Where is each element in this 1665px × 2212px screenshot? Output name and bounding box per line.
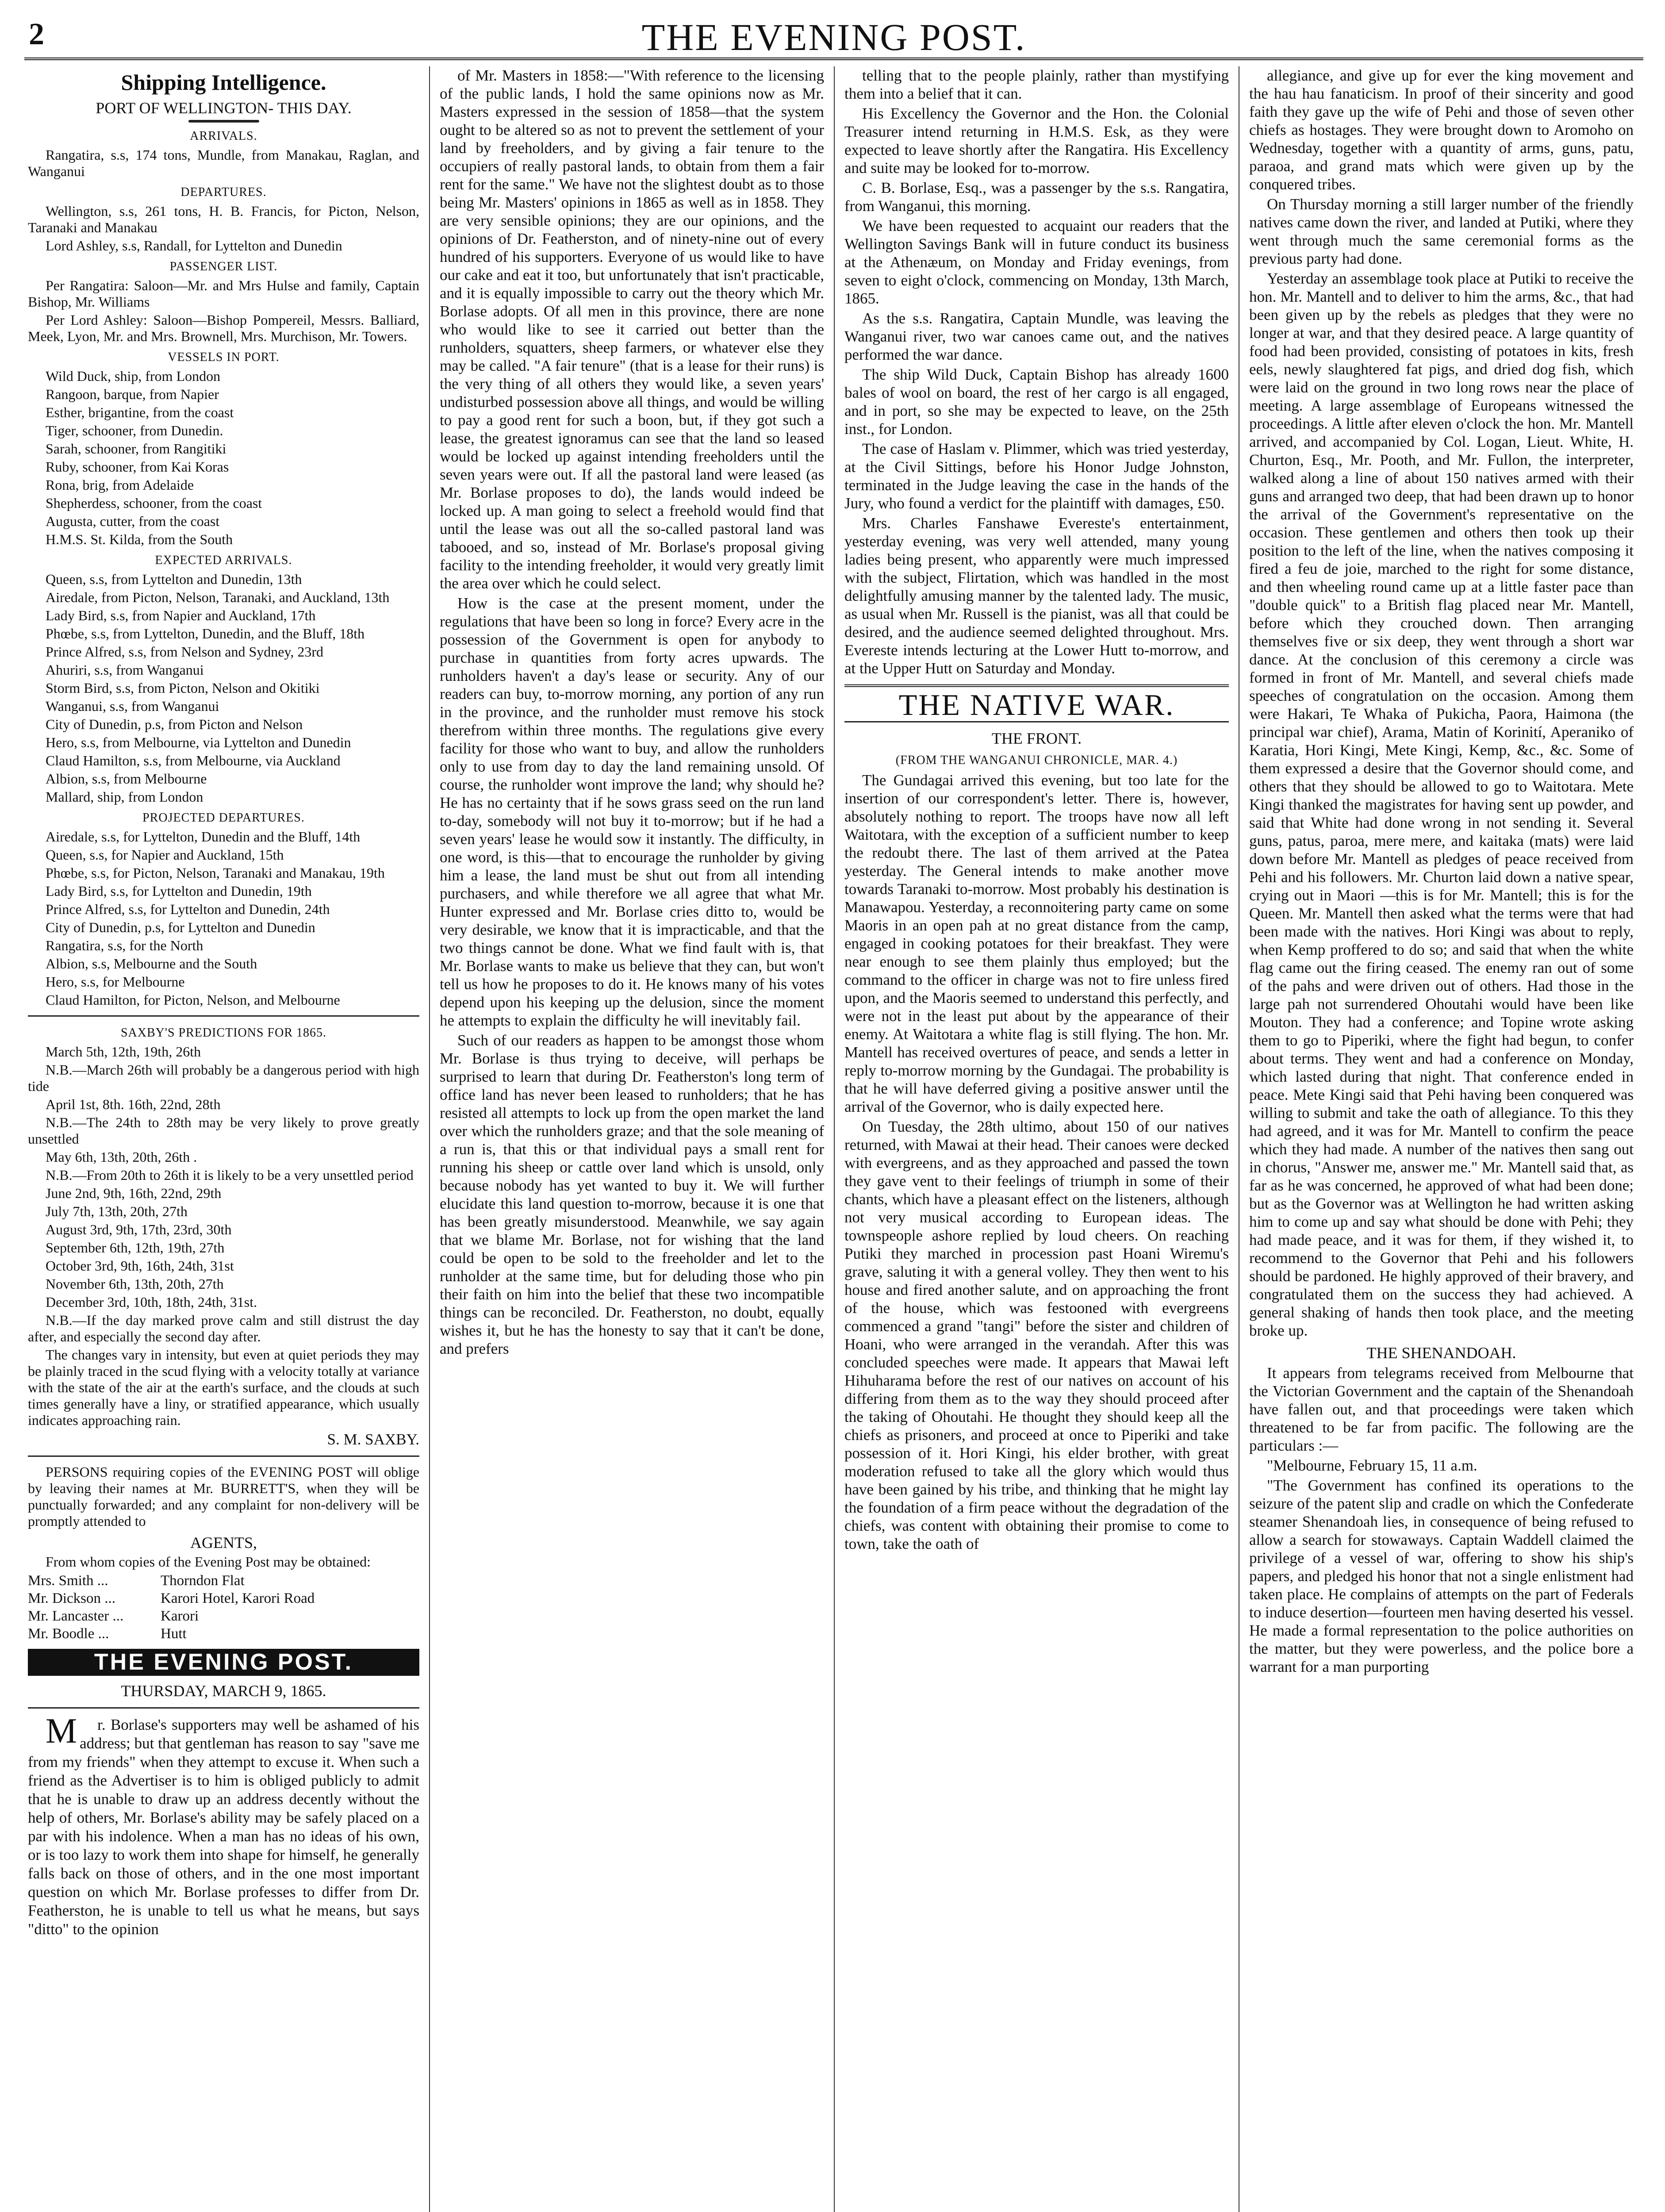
agent-row (28, 1590, 419, 1607)
paragraph: Tiger, schooner, from Dunedin. (46, 422, 223, 438)
saxby-list (28, 1044, 419, 1429)
paragraph: Albion, s.s, Melbourne and the South (46, 956, 257, 972)
rule (28, 1015, 419, 1017)
paragraph: December 3rd, 10th, 18th, 24th, 31st. (46, 1294, 257, 1310)
paragraph: Prince Alfred, s.s, for Lyttelton and Dunedin, 24th (46, 901, 330, 917)
paragraph: "The Government has confined its operations to the seizure of the patent slip and cradle on which the Confederate steamer Shenandoah lies, in consequence of being refused to allow a search for stowaways. Captain Waddell claimed the privilege of a vessel of war, offering to show his ship's papers, and pledged his honor that not a single enlistment had taken place. He complains of attempts on the part of Federals to induce desertion—fourteen men having deserted his vessel. He made a formal representation to the police authorities on the matter, but they were powerless, and the police bore a warrant for a man purporting (1249, 1477, 1634, 1675)
paragraph: It appears from telegrams received from Melbourne that the Victorian Government and the captain of the Shenandoah have fallen out, and that proceedings were taken which threatened to be far from pacific. The following are the particulars :— (1249, 1364, 1634, 1454)
column-1 (24, 66, 429, 2212)
paragraph: Sarah, schooner, from Rangitiki (46, 441, 226, 457)
paragraph: Rona, brig, from Adelaide (46, 477, 194, 493)
paragraph: His Excellency the Governor and the Hon. the Colonial Treasurer intend returning in H.M.S. Esk, as they were expected to leave shortly after the Rangatira. His Excellency and suite may be looked for to-morrow. (844, 105, 1229, 177)
paragraph: Ruby, schooner, from Kai Koras (46, 459, 229, 475)
agent-place: Karori (161, 1608, 199, 1624)
local-news (844, 66, 1229, 677)
agents-table (28, 1572, 419, 1643)
paragraph: Albion, s.s, from Melbourne (46, 771, 207, 787)
projected-heading: PROJECTED DEPARTURES. (142, 811, 305, 825)
paragraph: How is the case at the present moment, under the regulations that have been so long in force? Every acre in the possession of the Government is open for anybody to purchase in quantities from forty acres upwards. The runholders haven't a day's lease or security. Any of our readers can buy, to-morrow morning, any portion of any run in the province, and the runholder must remove his stock therefrom within three months. The regulations give every facility for those who want to buy, and allow the runholders only to use from day to day the land remaining unsold. Of course, the runholder wont improve the land; why should he? He has no certainty that if he sows grass seed on the run land to-day, somebody will not buy it to-morrow; but if he had a seven years' lease he would sow it instantly. The difficulty, in one word, is this—that to encourage the runholder by giving him a lease, the land must be shut out from all intending purchasers, and while therefore we all agree that what Mr. Hunter expressed and Mr. Borlase cries ditto to, would be very desirable, we know that it is impracticable, and that the two things cannot be done. What we find fault with is, that Mr. Borlase wants to make us believe that they can, but won't tell us how he proposes to do it. He knows many of his votes depend upon his keeping up the delusion, since the moment he attempts to explain the difficulty he will inevitably fail. (440, 595, 824, 1029)
paragraph: November 6th, 13th, 20th, 27th (46, 1276, 224, 1292)
column-4 (1239, 66, 1643, 2212)
source-line: (FROM THE WANGANUI CHRONICLE, MAR. 4.) (895, 753, 1178, 767)
expected-list (28, 571, 419, 805)
paragraph: N.B.—The 24th to 28th may be very likely to prove greatly unsettled (28, 1114, 419, 1147)
paragraph: H.M.S. St. Kilda, from the South (46, 531, 233, 547)
paragraph: Lady Bird, s.s, for Lyttelton and Dunedin, 19th (46, 883, 312, 899)
paragraph: allegiance, and give up for ever the king movement and the hau hau fanaticism. In proof of their sincerity and good faith they gave up the wife of Pehi and those of seven other chiefs as hostages. They were brought down to Aromoho on Wednesday, together with a quantity of arms, guns, patu, paraoa, and grand mats which were given up by the conquered tribes. (1249, 67, 1634, 193)
leader-start: Mr. Borlase's supporters may well be ashamed of his address; but that gentleman has reason to say "save me from my friends" when they attempt to excuse it. When such a friend as the Advertiser is to him is obliged publicly to admit that he is unable to draw up an address decently without the help of others, Mr. Borlase's ability may be safely placed on a par with his indolence. When a man has no ideas of his own, or is too lazy to work them into shape for himself, he generally falls back on those of others, and in the one most important question on which Mr. Borlase professes to differ from Dr. Featherston, he is unable to tell us what he means, but says "ditto" to the opinion (28, 1712, 419, 1938)
agent-row (28, 1625, 419, 1643)
paragraph: C. B. Borlase, Esq., was a passenger by the s.s. Rangatira, from Wanganui, this morning. (844, 179, 1229, 215)
paragraph: Wellington, s.s, 261 tons, H. B. Francis, for Picton, Nelson, Taranaki and Manakau (28, 203, 419, 235)
rule (28, 1455, 419, 1457)
section-divider (188, 120, 259, 123)
paragraph: Lord Ashley, s.s, Randall, for Lyttelton and Dunedin (46, 238, 342, 253)
paragraph: April 1st, 8th. 16th, 22nd, 28th (46, 1096, 221, 1112)
paragraph: Augusta, cutter, from the coast (46, 513, 220, 529)
paragraph: July 7th, 13th, 20th, 27th (46, 1203, 188, 1219)
agent-place: Hutt (161, 1626, 187, 1642)
paragraph: On Thursday morning a still larger number of the friendly natives came down the river, and landed at Putiki, where they went through much the same ceremonial forms as the previous party had done. (1249, 196, 1634, 267)
paragraph: Hero, s.s, for Melbourne (46, 974, 185, 990)
paragraph: N.B.—If the day marked prove calm and still distrust the day after, and especially the second day after. (28, 1312, 419, 1344)
agent-place: Thorndon Flat (161, 1573, 245, 1589)
paragraph: March 5th, 12th, 19th, 26th (46, 1044, 201, 1060)
paper-name-banner: THE EVENING POST. (28, 1649, 419, 1676)
paragraph: Hero, s.s, from Melbourne, via Lyttelton and Dunedin (46, 734, 351, 750)
column-2 (429, 66, 834, 2212)
paragraph: Wanganui, s.s, from Wanganui (46, 698, 219, 714)
departures-heading: DEPARTURES. (180, 185, 267, 199)
columns (24, 66, 1643, 2212)
paragraph: Per Lord Ashley: Saloon—Bishop Pompereil, Messrs. Balliard, Meek, Lyon, Mr. and Mrs. Brownell, Mrs. Murchison, Mr. Towers. (28, 312, 419, 344)
paragraph: Claud Hamilton, for Picton, Nelson, and Melbourne (46, 992, 340, 1008)
paragraph: Phœbe, s.s, for Picton, Nelson, Taranaki and Manakau, 19th (46, 865, 385, 881)
paragraph: Airedale, s.s, for Lyttelton, Dunedin and the Bluff, 14th (46, 829, 361, 845)
arrivals-heading: ARRIVALS. (190, 129, 257, 143)
newspaper-page (24, 9, 1643, 2212)
paragraph: The changes vary in intensity, but even at quiet periods they may be plainly traced in the scud flying with a velocity totally at variance with the state of the air at the earth's surface, and the clouds at such times generally have a liny, or stratified appearance, which usually indicates approaching rain. (28, 1347, 419, 1428)
shipping-heading: Shipping Intelligence. (121, 70, 326, 95)
agents-heading: AGENTS, (190, 1534, 257, 1551)
paragraph: N.B.—March 26th will probably be a dangerous period with high tide (28, 1062, 419, 1094)
passenger-list (28, 277, 419, 345)
paragraph: City of Dunedin, p.s, from Picton and Nelson (46, 716, 303, 732)
leader-article (28, 1712, 419, 1939)
paragraph: September 6th, 12th, 19th, 27th (46, 1240, 225, 1256)
vessels-heading: VESSELS IN PORT. (168, 350, 280, 364)
rule (28, 1707, 419, 1709)
departures-list (28, 203, 419, 254)
masthead-title: THE EVENING POST. (641, 16, 1026, 58)
projected-list (28, 829, 419, 1008)
agent-place: Karori Hotel, Karori Road (161, 1590, 315, 1606)
shenandoah-heading: THE SHENANDOAH. (1366, 1344, 1516, 1362)
paragraph: The Gundagai arrived this evening, but too late for the insertion of our correspondent's letter. There is, however, absolutely nothing to report. The troops have now all left Waitotara, with the exception of a sufficient number to keep the redoubt there. The last of them arrived at the Patea yesterday. The General intends to make another move towards Taranaki to-morrow. Most probably his destination is Manawapou. Yesterday, a reconnoitering party came on some Maoris in an open pah at no great distance from the camp, engaged in cooking potatoes for their breakfast. They were near enough to see them plainly thus employed; but the command to the officer in charge was not to fire unless fired upon, and the Maoris seemed to understand this perfectly, and were not in the least put about by the appearance of their enemy. At Waitotara a white flag is still flying. The hon. Mr. Mantell has received overtures of peace, and sends a letter in reply to-morrow morning by the Gundagai. The probability is that he will have deferred giving a positive answer until the arrival of the Governor, who is daily expected here. (844, 772, 1229, 1115)
paragraph: City of Dunedin, p.s, for Lyttelton and Dunedin (46, 919, 315, 935)
paragraph: Esther, brigantine, from the coast (46, 404, 234, 420)
paragraph: Lady Bird, s.s, from Napier and Auckland, 17th (46, 607, 316, 623)
agent-name: Mr. Boodle ... (28, 1626, 109, 1642)
saxby-heading: SAXBY'S PREDICTIONS FOR 1865. (120, 1026, 326, 1040)
paragraph: of Mr. Masters in 1858:—"With reference to the licensing of the public lands, I hold the same opinions now as Mr. Masters expressed in the session of 1858—that the system ought to be altered so as not to prevent the settlement of your land by freeholders, and by giving a fair tenure to the occupiers of really pastoral lands, to obtain from them a fair rent for the same." We have not the slightest doubt as to those being Mr. Masters' opinions in 1865 as well as in 1858. They are very sensible opinions; they are our opinions, and the opinions of Dr. Featherston, and of ninety-nine out of every hundred of his supporters. Everyone of us would like to have our cake and eat it too, but unfortunately that isn't practicable, and it is equally impossible to carry out the theory which Mr. Borlase adopts. Of all men in this province, there are none who would like to see it carried out better than the runholders, squatters, sheep farmers, or whatever else they may be called. "A fair tenure" (that is a lease for their runs) is the very thing of all others they would like, a seven years' undisturbed possession above all things, and would be willing to pay a good rent for such a boon, but, if they got such a lease, the greatest ignoramus can see that the land so leased would be locked up against intending freeholders until the seven years were out. If all the pastoral land were leased (as Mr. Borlase proposes to do), the lands would indeed be locked up. A man going to select a freehold would find that until the lease was out all the so-called pastoral land was tabooed, and so, instead of Mr. Borlase's proposal giving facility to the intending freeholder, it would very greatly limit the area over which he could select. (440, 67, 824, 592)
agent-row (28, 1607, 419, 1625)
expected-heading: EXPECTED ARRIVALS. (155, 553, 292, 567)
agent-name: Mr. Lancaster ... (28, 1608, 124, 1624)
paragraph: Ahuriri, s.s, from Wanganui (46, 662, 204, 678)
paragraph: telling that to the people plainly, rather than mystifying them into a belief that it can. (844, 67, 1229, 102)
leader-continuation (440, 66, 824, 1358)
front-heading: THE FRONT. (991, 730, 1082, 747)
paragraph: Yesterday an assemblage took place at Putiki to receive the hon. Mr. Mantell and to deliver to him the arms, &c., that had been given up by the rebels as pledges that they were no longer at war, and that they desired peace. A large quantity of food had been provided, consisting of potatoes in kits, fresh eels, newly slaughtered fat pigs, and dried dog fish, which were laid on the ground in two long rows near the place of meeting. A large assemblage of Europeans witnessed the proceedings. A little after eleven o'clock the hon. Mr. Mantell arrived, and accompanied by Col. Logan, Lieut. White, H. Churton, Esq., Mr. Pooth, and Mr. Fullon, the interpreter, walked along a line of about 150 natives armed with their guns and arranged two deep, that had been drawn up to honor the arrival of the Government's representative on the occasion. These gentlemen and others then took up their position to the left of the line, when the natives composing it fired a feu de joie, marched to the right for some distance, and then wheeling round came up at a little faster pace than "double quick" to a British flag placed near Mr. Mantell, before which they crouched down. Then arranging themselves five or six deep, they went through a short war dance. At the conclusion of this ceremony a circle was formed in front of Mr. Mantell, and several chiefs made speeches of congratulation on the occasion. Among them were Hakari, Te Whaka of Pukicha, Paora, Haimona (the principal war chief), Arama, Matin of Korinití, Aperaniko of Karatia, Hori Kingi, Mete Kingi, Kemp, &c., &c. Some of them expressed a desire that the Governor should come, and others that they should be allowed to go to Waitotara. Mete Kingi thanked the magistrates for having sent up powder, and said that White had done wrong in not sending it. Several guns, patus, paroa, mere mere, and kaitaka (mats) were laid down before Mr. Mantell as pledges of peace received from Pehi and his followers. Mr. Churton laid down a native spear, crying out in Maori —this is for Mr. Mantell; this is for the Queen. Mr. Mantell then asked what the terms were that had been made with the natives. Hori Kingi was about to reply, when Kemp proffered to do so; and said that when the white flag came out the firing ceased. The enemy ran out of some of the pahs and were driven out of others. Had those in the large pah not surrendered Ohoutahi would have been like Mouton. They had a conference; and Topine wrote asking them to go to Piperiki, where the fight had begun, to confer about terms. They went and had a conference on Monday, which lasted during that night. That conference ended in peace. Mete Kingi said that Pehi having been conquered was willing to submit and take the oath of allegiance. To this they had agreed, and it was for Mr. Mantell to confirm the peace which they had made. A number of the natives then sang out in chorus, "Answer me, answer me." Mr. Mantell said that, as far as he was concerned, he approved of what had been done; but as the Governor was at Wellington he had written asking him to come up and say what should be done with Pehi; they had made peace, and it was for them, if they wished it, to recommend to the Governor that Pehi and his followers should be pardoned. He highly approved of their bravery, and congratulated them on the success they had achieved. A general shaking of hands then took place, and the meeting broke up. (1249, 270, 1634, 1339)
port-heading: PORT OF WELLINGTON- THIS DAY. (96, 99, 352, 117)
paragraph: Storm Bird, s.s, from Picton, Nelson and Okitiki (46, 680, 320, 696)
notice-text: PERSONS requiring copies of the EVENING POST will oblige by leaving their names at Mr. BURRETT'S, when they will be punctually forwarded; and any complaint for non-delivery will be promptly attended to (28, 1464, 419, 1529)
vessels-list (28, 368, 419, 548)
paragraph: N.B.—From 20th to 26th it is likely to be a very unsettled period (46, 1167, 414, 1183)
paragraph: On Tuesday, the 28th ultimo, about 150 of our natives returned, with Mawai at their head. Their canoes were decked with evergreens, and as they approached and passed the town they gave vent to their feelings of triumph in some of their chants, which have a pleasant effect on the listeners, although not very musical according to European ideas. The townspeople ashore replied by loud cheers. On reaching Putiki they marched in procession past Hoani Wiremu's grave, saluting it with a general volley. They then went to his house and fired another salute, and on approaching the front of the house, which was festooned with evergreens commenced a grand "tangi" before the sister and children of Hoani, who were arranged in the verandah. After this was concluded speeches were made. It appears that Mawai left Hihuharama before the rest of our natives on account of his differing from them as to the way they should proceed after the taking of Ohoutahi. He thought they should keep all the chiefs as prisoners, and proceed at once to Piperiki and take possession of it. Hori Kingi, his elder brother, with great moderation refused to take all the glory which would thus have been gained by his tribe, and thinking that he might lay the foundation of a firm peace without the degradation of the chiefs, was content with obtaining their promise to come to town, take the oath of (844, 1118, 1229, 1552)
paragraph: Airedale, from Picton, Nelson, Taranaki, and Auckland, 13th (46, 589, 390, 605)
shenandoah-report (1249, 1364, 1634, 1676)
war-report (844, 771, 1229, 1553)
agent-name: Mr. Dickson ... (28, 1590, 115, 1606)
war-report-continued (1249, 66, 1634, 1340)
dateline: THURSDAY, MARCH 9, 1865. (121, 1682, 326, 1700)
paragraph: Rangoon, barque, from Napier (46, 386, 219, 402)
paragraph: "Melbourne, February 15, 11 a.m. (1267, 1457, 1477, 1474)
paragraph: Per Rangatira: Saloon—Mr. and Mrs Hulse and family, Captain Bishop, Mr. Williams (28, 277, 419, 310)
paragraph: Phœbe, s.s, from Lyttelton, Dunedin, and the Bluff, 18th (46, 626, 365, 641)
paragraph: The case of Haslam v. Plimmer, which was tried yesterday, at the Civil Sittings, before his Honor Judge Johnston, terminated in the Judge leaving the case in the hands of the Jury, who found a verdict for the plaintiff with damages, £50. (844, 440, 1229, 512)
native-war-heading: THE NATIVE WAR. (898, 688, 1175, 722)
paragraph: Rangatira, s.s, for the North (46, 937, 203, 953)
page-number: 2 (29, 17, 44, 51)
paragraph: Mrs. Charles Fanshawe Evereste's entertainment, yesterday evening, was very well attended, many young ladies being present, who apparently were much impressed with the subject, Flirtation, which was handled in the most delightfully amusing manner by the talented lady. The music, as usual when Mr. Russell is the pianist, was all that could be desired, and the audience seemed delighted throughout. Mrs. Evereste intends lecturing at the Lower Hutt to-morrow, and at the Upper Hutt on Saturday and Monday. (844, 515, 1229, 677)
passenger-heading: PASSENGER LIST. (169, 260, 278, 273)
agent-name: Mrs. Smith ... (28, 1573, 108, 1589)
paragraph: August 3rd, 9th, 17th, 23rd, 30th (46, 1221, 232, 1237)
paragraph: Shepherdess, schooner, from the coast (46, 495, 262, 511)
paragraph: June 2nd, 9th, 16th, 22nd, 29th (46, 1185, 222, 1201)
paragraph: Queen, s.s, from Lyttelton and Dunedin, 13th (46, 571, 302, 587)
paragraph: Wild Duck, ship, from London (46, 368, 221, 384)
agent-row (28, 1572, 419, 1590)
paragraph: October 3rd, 9th, 16th, 24th, 31st (46, 1258, 234, 1274)
agents-intro: From whom copies of the Evening Post may be obtained: (46, 1554, 371, 1570)
paragraph: Claud Hamilton, s.s, from Melbourne, via Auckland (46, 753, 341, 768)
paragraph: Such of our readers as happen to be amongst those whom Mr. Borlase is thus trying to deceive, will perhaps be surprised to learn that during Dr. Featherston's long term of office land has never been leased to runholders; that he has resisted all attempts to lock up from the open market the land over which the runholders graze; and that the sole meaning of a run is, that this or that individual pays a small rent for running his sheep or cattle over land which is unsold, only because nobody has yet wanted to buy it. We will further elucidate this land question to-morrow, because it is one that has been greatly misunderstood. Meanwhile, we say again that we blame Mr. Borlase, not for wishing that the land could be open to be sold to the freeholder and let to the runholder at the same time, but for deluding those who pin their faith on him into the belief that these two incompatible things can be reconciled. Dr. Featherston, no doubt, equally wishes it, but he has the honesty to say that it can't be done, and prefers (440, 1032, 824, 1357)
paragraph: As the s.s. Rangatira, Captain Mundle, was leaving the Wanganui river, two war canoes came out, and the natives performed the war dance. (844, 310, 1229, 363)
paragraph: Mallard, ship, from London (46, 789, 203, 805)
paragraph: We have been requested to acquaint our readers that the Wellington Savings Bank will in future conduct its business at the Athenæum, on Monday and Friday evenings, from seven to eight o'clock, commencing on Monday, 13th March, 1865. (844, 217, 1229, 307)
paragraph: Queen, s.s, for Napier and Auckland, 15th (46, 847, 284, 863)
paragraph: Prince Alfred, s.s, from Nelson and Sydney, 23rd (46, 644, 324, 660)
paragraph: The ship Wild Duck, Captain Bishop has already 1600 bales of wool on board, the rest of her cargo is all engaged, and in port, so she may be expected to leave, on the 25th inst., for London. (844, 366, 1229, 438)
masthead (24, 9, 1643, 60)
arrivals-text: Rangatira, s.s, 174 tons, Mundle, from Manakau, Raglan, and Wanganui (28, 147, 419, 179)
saxby-signature: S. M. SAXBY. (327, 1431, 419, 1448)
rule (844, 684, 1229, 687)
column-3 (834, 66, 1239, 2212)
paragraph: May 6th, 13th, 20th, 26th . (46, 1149, 197, 1165)
